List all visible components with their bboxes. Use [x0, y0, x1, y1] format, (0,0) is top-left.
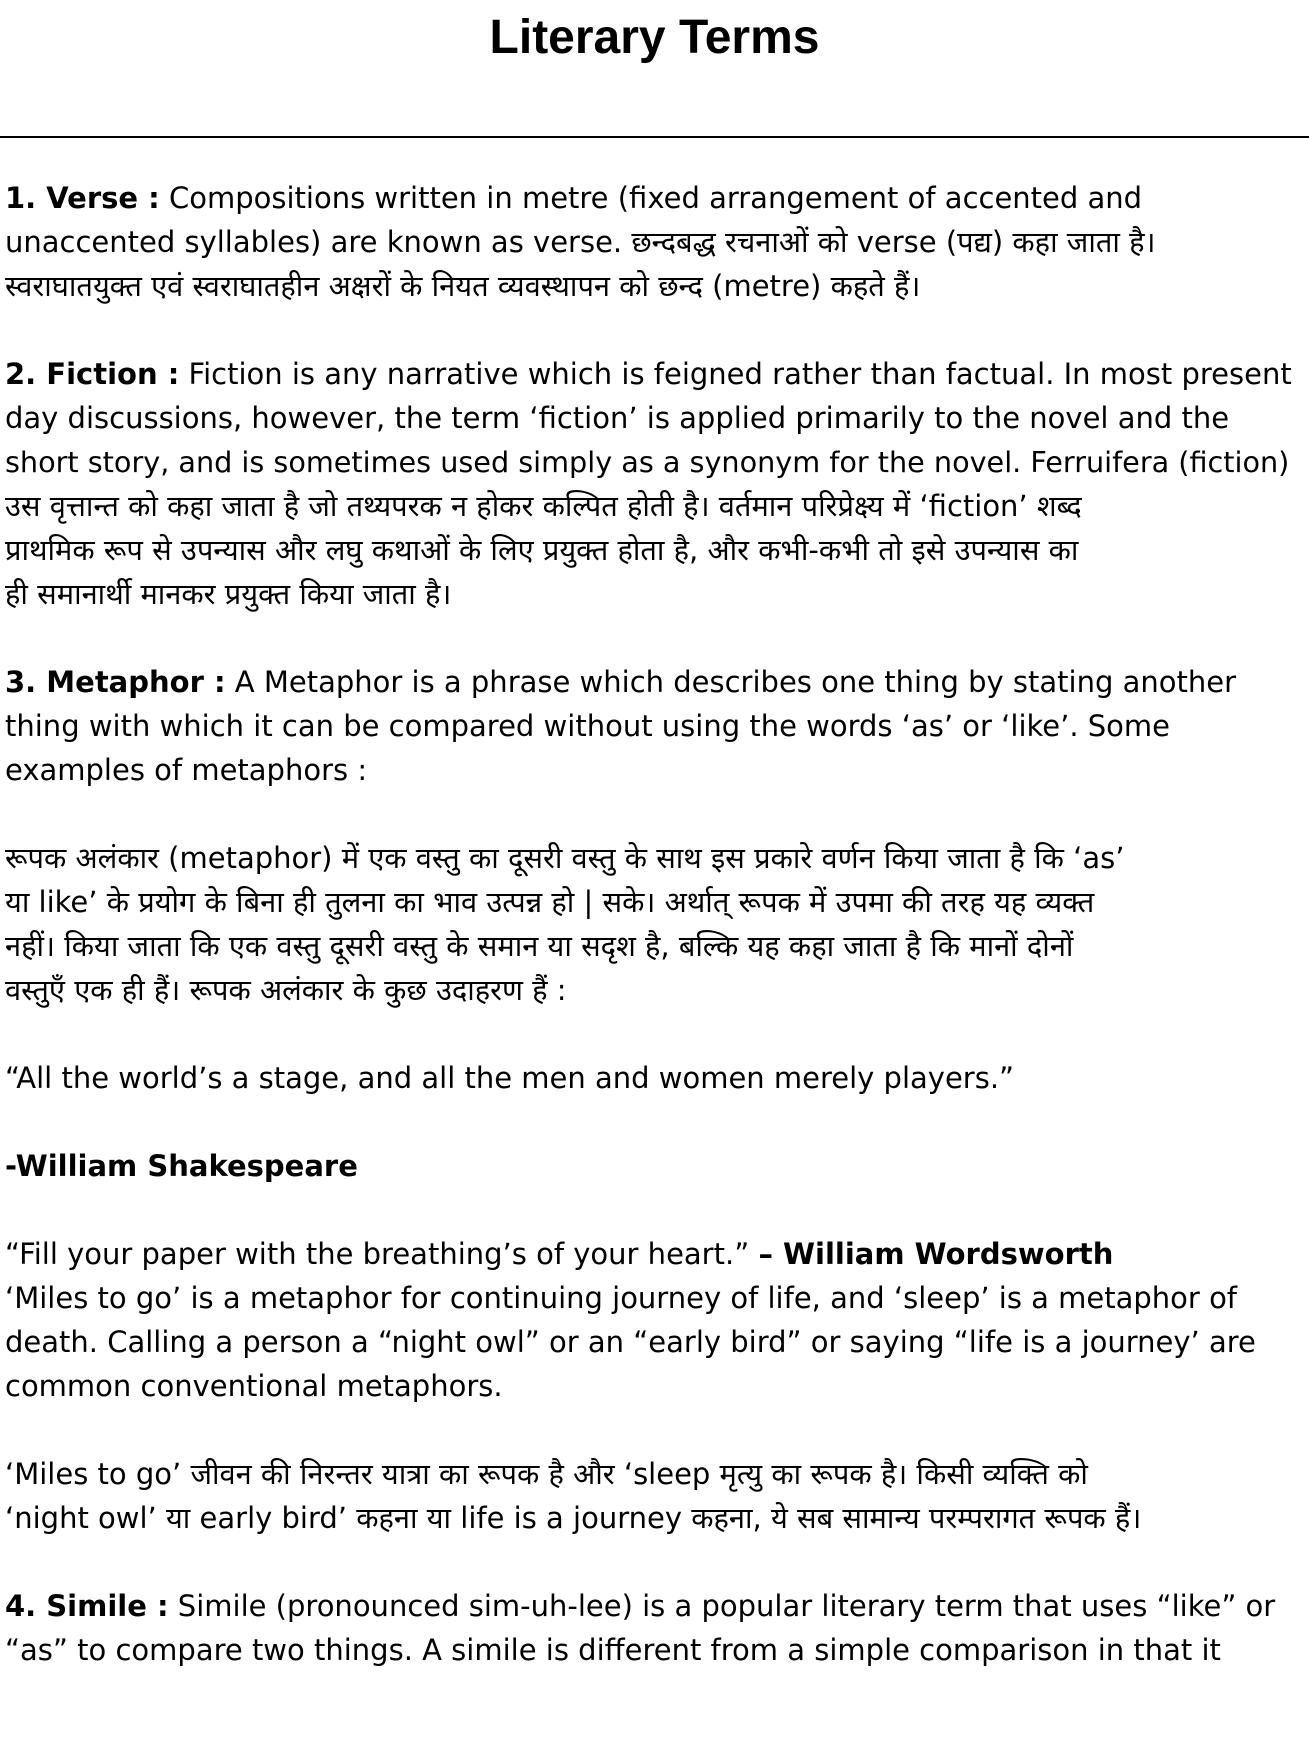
section-fiction: [5, 352, 1303, 616]
shakespeare-attribution: [5, 1144, 1303, 1188]
section-verse: [5, 176, 1303, 308]
section-simile-line-1: [5, 1584, 1303, 1628]
section-metaphor-label: 3. Metaphor :: [5, 665, 226, 699]
section-simile-line-2: “as” to compare two things. A simile is different from a simple comparison in that it: [5, 1633, 1221, 1667]
shakespeare-quote: [5, 1056, 1303, 1100]
section-verse-text: Compositions written in metre (fixed arrangement of accented and: [159, 181, 1143, 215]
section-metaphor-line-3: examples of metaphors :: [5, 753, 368, 787]
section-metaphor-text: A Metaphor is a phrase which describes one thing by stating another: [225, 665, 1236, 699]
metaphor-hindi-line-2: या like’ के प्रयोग के बिना ही तुलना का भाव उत्पन्न हो | सके। अर्थात् रूपक में उपमा की तरह यह व्यक्त: [5, 885, 1095, 919]
section-fiction-line-3: short story, and is sometimes used simply as a synonym for the novel. Ferruifera (fiction): [5, 445, 1290, 479]
miles-english-line-1: ‘Miles to go’ is a metaphor for continuing journey of life, and ‘sleep’ is a metaphor of: [5, 1281, 1238, 1315]
section-metaphor: [5, 660, 1303, 792]
section-verse-line-1: [5, 176, 1303, 220]
section-verse-line-3: स्वराघातयुक्त एवं स्वराघातहीन अक्षरों के नियत व्यवस्थापन को छन्द (metre) कहते हैं।: [5, 269, 921, 303]
metaphor-hindi-line-4: वस्तुएँ एक ही हैं। रूपक अलंकार के कुछ उदाहरण हैं :: [5, 973, 567, 1007]
miles-hindi-line-2: ‘night owl’ या early bird’ कहना या life is a journey कहना, ये सब सामान्य परम्परागत रूपक हैं।: [5, 1501, 1142, 1535]
section-metaphor-line-2: thing with which it can be compared without using the words ‘as’ or ‘like’. Some: [5, 709, 1171, 743]
section-fiction-line-2: day discussions, however, the term ‘fiction’ is applied primarily to the novel and the: [5, 401, 1230, 435]
section-verse-line-2: unaccented syllables) are known as verse. छन्दबद्ध रचनाओं को verse (पद्य) कहा जाता है।: [5, 225, 1156, 259]
metaphor-hindi-paragraph: [5, 836, 1303, 1012]
title-divider: [0, 136, 1309, 138]
metaphor-hindi-line-1: रूपक अलंकार (metaphor) में एक वस्तु का दूसरी वस्तु के साथ इस प्रकारे वर्णन किया जाता है कि ‘as’: [5, 841, 1125, 875]
section-verse-label: 1. Verse :: [5, 181, 160, 215]
section-fiction-line-5: प्राथमिक रूप से उपन्यास और लघु कथाओं के लिए प्रयुक्त होता है, और कभी-कभी तो इसे उपन्यास का: [5, 533, 1079, 567]
shakespeare-quote-text: “All the world’s a stage, and all the men and women merely players.”: [5, 1061, 1015, 1095]
section-fiction-line-4: उस वृत्तान्त को कहा जाता है जो तथ्यपरक न होकर कल्पित होती है। वर्तमान परिप्रेक्ष्य में ‘fiction’ शब्द: [5, 489, 1082, 523]
section-fiction-label: 2. Fiction :: [5, 357, 180, 391]
section-simile-label: 4. Simile :: [5, 1589, 169, 1623]
wordsworth-author: – William Wordsworth: [758, 1237, 1114, 1271]
document-body: [5, 176, 1303, 1672]
section-fiction-text: Fiction is any narrative which is feigned rather than factual. In most present: [179, 357, 1292, 391]
section-metaphor-line-1: [5, 660, 1303, 704]
miles-hindi-paragraph: [5, 1452, 1303, 1540]
section-fiction-line-6: ही समानार्थी मानकर प्रयुक्त किया जाता है।: [5, 577, 452, 611]
section-simile: [5, 1584, 1303, 1672]
miles-english-line-3: common conventional metaphors.: [5, 1369, 503, 1403]
shakespeare-author: -William Shakespeare: [5, 1149, 358, 1183]
section-simile-text: Simile (pronounced sim-uh-lee) is a popular literary term that uses “like” or: [168, 1589, 1276, 1623]
miles-hindi-line-1: ‘Miles to go’ जीवन की निरन्तर यात्रा का रूपक है और ‘sleep मृत्यु का रूपक है। किसी व्यक्ति को: [5, 1457, 1088, 1491]
wordsworth-quote-line: [5, 1232, 1303, 1276]
section-fiction-line-1: [5, 352, 1303, 396]
page-title: Literary Terms: [489, 11, 820, 64]
metaphor-hindi-line-3: नहीं। किया जाता कि एक वस्तु दूसरी वस्तु के समान या सदृश है, बल्कि यह कहा जाता है कि मानों दोनों: [5, 929, 1074, 963]
wordsworth-paragraph: [5, 1232, 1303, 1408]
miles-english-line-2: death. Calling a person a “night owl” or an “early bird” or saying “life is a journey’ are: [5, 1325, 1256, 1359]
wordsworth-quote-text: “Fill your paper with the breathing’s of your heart.”: [5, 1237, 759, 1271]
